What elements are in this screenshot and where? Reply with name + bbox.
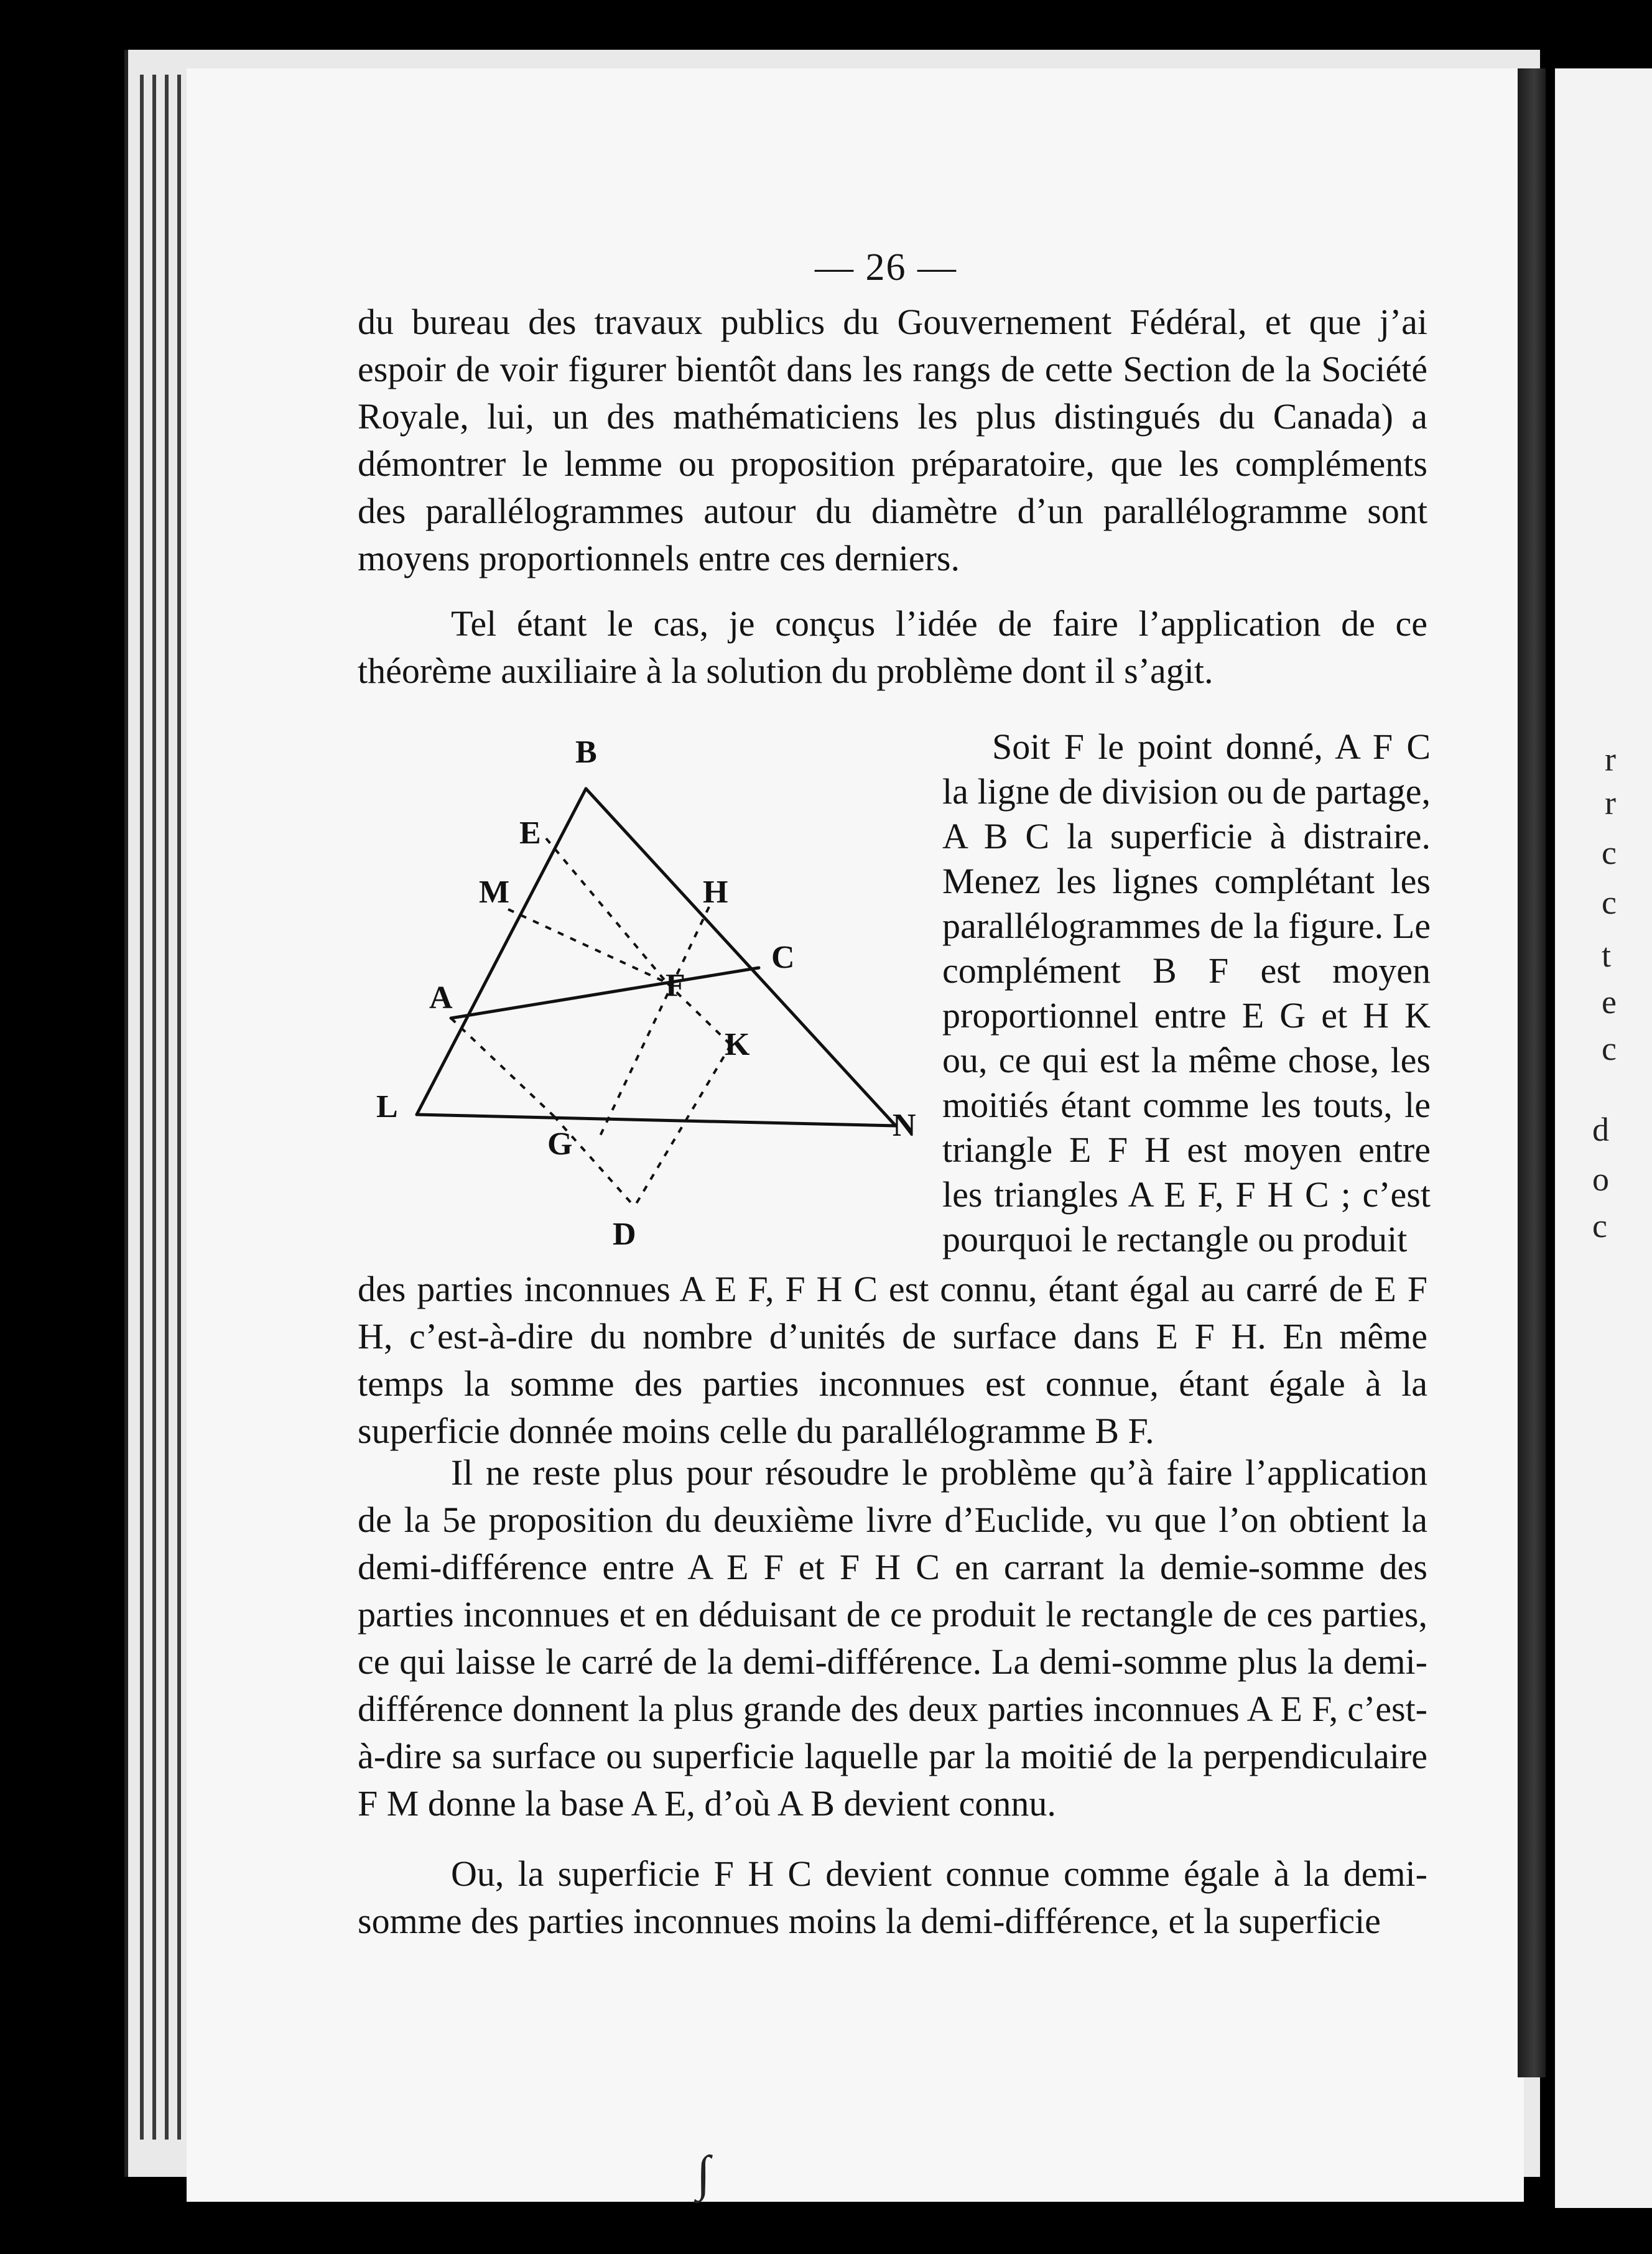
page-stack-edge	[140, 75, 144, 2140]
paragraph-text: Tel étant le cas, je conçus l’idée de faire l’application de ce théorème auxiliaire à la solution du problème dont il s’agit.	[358, 603, 1427, 691]
book-gutter	[1518, 68, 1546, 2077]
page-stack-edge	[152, 75, 156, 2140]
label-g: G	[547, 1126, 573, 1162]
label-a: A	[429, 980, 453, 1016]
label-k: K	[725, 1027, 750, 1062]
label-f: F	[666, 968, 685, 1003]
paragraph-3	[942, 725, 1431, 1262]
next-page-letter: d	[1592, 1111, 1609, 1148]
next-page-letter: c	[1602, 834, 1617, 871]
next-page-fragment	[1555, 68, 1652, 2208]
label-e: E	[519, 815, 541, 851]
binding-mark: ∫	[697, 2146, 710, 2201]
label-l: L	[376, 1089, 398, 1125]
next-page-letter: c	[1592, 1207, 1607, 1245]
next-page-letter: c	[1602, 1030, 1617, 1067]
next-page-letter: t	[1602, 937, 1612, 974]
label-b: B	[575, 735, 597, 770]
label-n: N	[893, 1108, 916, 1143]
page-number: — 26 —	[815, 246, 957, 289]
next-page-letter: r	[1605, 741, 1616, 778]
label-d: D	[613, 1217, 636, 1252]
label-c: C	[771, 940, 795, 975]
next-page-letter: r	[1605, 784, 1616, 822]
paragraph-3-continued	[358, 1266, 1427, 1455]
paragraph-text: du bureau des travaux publics du Gouvernement Fédéral, et que j’ai espoir de voir figurer bientôt dans les rangs de cette Section de la Société Royale, lui, un des mathématiciens les plus distingués du Canada) a démontrer le lemme ou proposition préparatoire, que les compléments des parallélogrammes autour du diamètre d’un parallélogramme sont moyens proportionnels entre ces derniers.	[358, 302, 1427, 578]
label-h: H	[703, 874, 728, 910]
next-page-letter: o	[1592, 1161, 1609, 1198]
paragraph-text: Ou, la superficie F H C devient connue comme égale à la demi-somme des parties inconnues moins la demi-différence, et la superficie	[358, 1853, 1427, 1941]
paragraph-1	[358, 299, 1427, 582]
next-page-letter: c	[1602, 884, 1617, 921]
page-stack-edge	[165, 75, 169, 2140]
geometry-figure	[361, 734, 939, 1263]
paragraph-text: Soit F le point donné, A F C la ligne de division ou de partage, A B C la superficie à distraire. Menez les lignes complétant les parallélogrammes de la figure. Le complément B F est moyen proportionnel entre E G et H K ou, ce qui est la même chose, les moitiés étant comme les touts, le triangle E F H est moyen entre les triangles A E F, F H C ; c’est pourquoi le rectangle ou produit	[942, 726, 1431, 1259]
paragraph-4	[358, 1449, 1427, 1827]
paragraph-5	[358, 1850, 1427, 1945]
page-stack-edge	[177, 75, 181, 2140]
paragraph-text: des parties inconnues A E F, F H C est connu, étant égal au carré de E F H, c’est-à-dire du nombre d’unités de surface dans E F H. En même temps la somme des parties inconnues est connue, étant égale à la superficie donnée moins celle du parallélogramme B F.	[358, 1269, 1427, 1451]
paragraph-text: Il ne reste plus pour résoudre le problème qu’à faire l’application de la 5e proposition du deuxième livre d’Euclide, vu que l’on obtient la demi-différence entre A E F et F H C en carrant la demie-somme des parties inconnues et en déduisant de ce produit le rectangle de ces parties, ce qui laisse le carré de la demi-différence. La demi-somme plus la demi-différence donnent la plus grande des deux parties inconnues A E F, c’est-à-dire sa surface ou superficie laquelle par la moitié de la perpendiculaire F M donne la base A E, d’où A B devient connu.	[358, 1452, 1427, 1824]
paragraph-2	[358, 600, 1427, 695]
next-page-letter: e	[1602, 983, 1617, 1021]
label-m: M	[479, 874, 510, 910]
